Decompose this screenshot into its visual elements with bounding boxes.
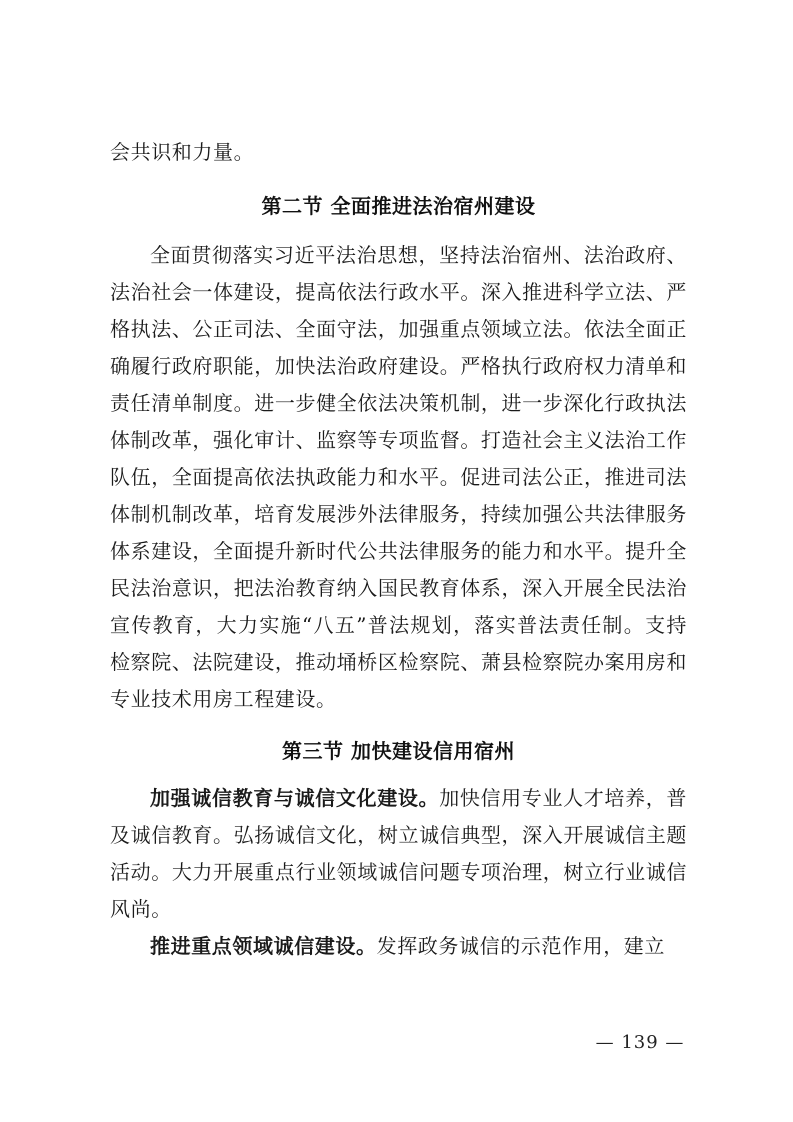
paragraph-body-2: 发挥政务诚信的示范作用，建立: [376, 934, 666, 958]
page-number: — 139 —: [595, 1032, 685, 1053]
section-2-paragraph: 全面贯彻落实习近平法治思想，坚持法治宿州、法治政府、法治社会一体建设，提高依法行政水平。深入推进科学立法、严格执法、公正司法、全面守法，加强重点领域立法。依法全面正确履行政府职能，加快法治政府建设。严格执行政府权力清单和责任清单制度。进一步健全依法决策机制，进一步深化行政执法体制改革，强化审计、监察等专项监督。打造社会主义法治工作队伍，全面提高依法执政能力和水平。促进司法公正，推进司法体制机制改革，培育发展涉外法律服务，持续加强公共法律服务体系建设，全面提升新时代公共法律服务的能力和水平。提升全民法治意识，把法治教育纳入国民教育体系，深入开展全民法治宣传教育，大力实施“八五”普法规划，落实普法责任制。支持检察院、法院建设，推动埇桥区检察院、萧县检察院办案用房和专业技术用房工程建设。: [110, 243, 687, 711]
section-heading-3: 第三节 加快建设信用宿州: [282, 739, 515, 763]
paragraph-lead-1: 加强诚信教育与诚信文化建设。: [150, 786, 440, 810]
section-3-paragraph-2: [110, 928, 687, 965]
section-heading-2: 第二节 全面推进法治宿州建设: [261, 194, 536, 218]
paragraph-body-1: 加快信用专业人才培养，普及诚信教育。弘扬诚信文化，树立诚信典型，深入开展诚信主题活动。大力开展重点行业领域诚信问题专项治理，树立行业诚信风尚。: [110, 786, 687, 921]
paragraph-lead-2: 推进重点领域诚信建设。: [150, 934, 377, 958]
continuation-paragraph: 会共识和力量。: [110, 140, 255, 164]
document-page: [110, 134, 687, 965]
section-3-paragraph-1: [110, 780, 687, 928]
